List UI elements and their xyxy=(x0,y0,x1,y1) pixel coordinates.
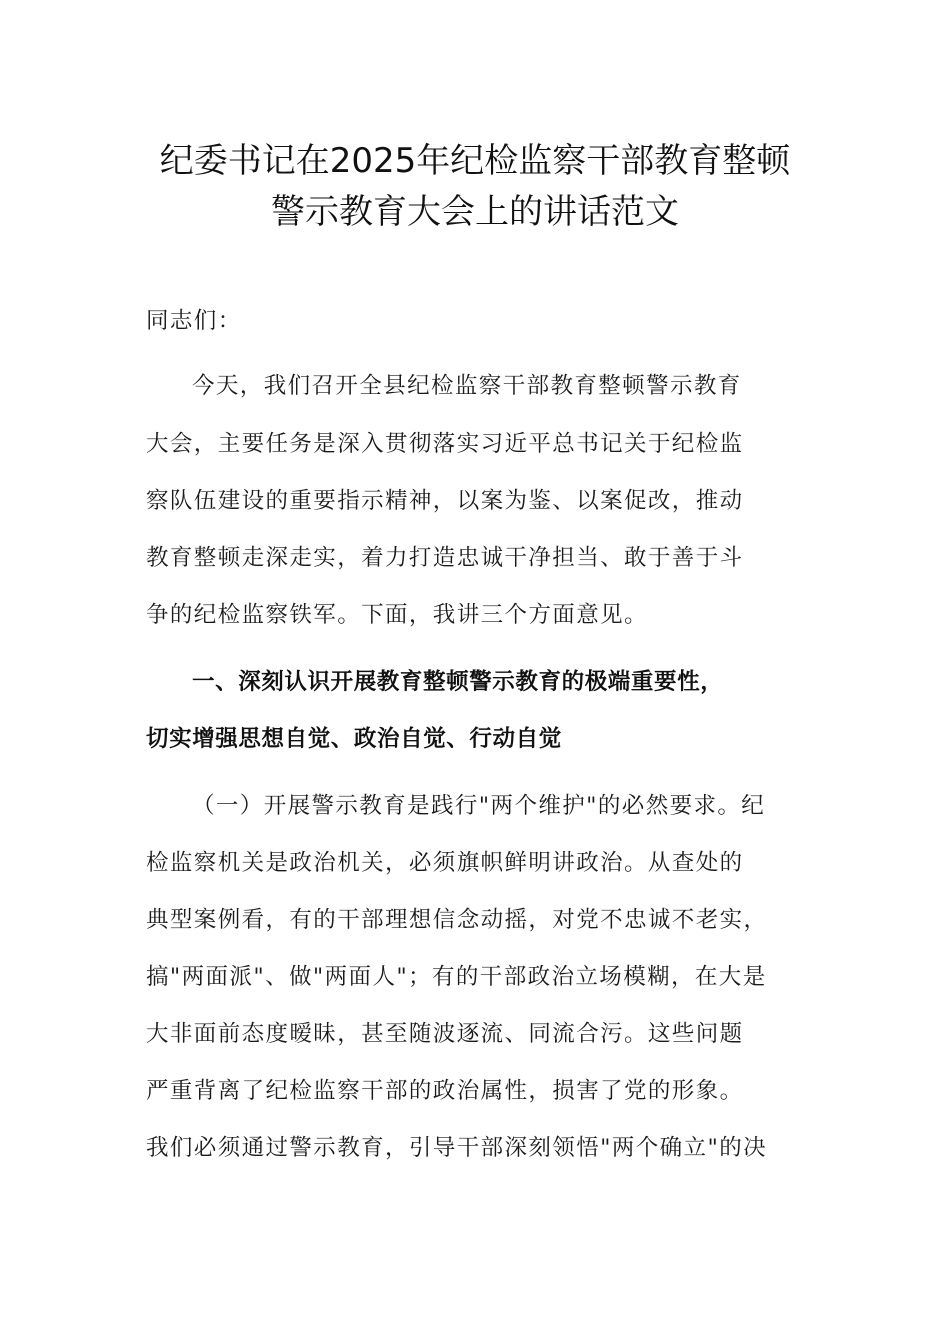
subsection-1-line-5: 大非面前态度暧昧，甚至随波逐流、同流合污。这些问题 xyxy=(146,1021,744,1047)
subsection-1-line-4: 搞"两面派"、做"两面人"；有的干部政治立场模糊，在大是 xyxy=(146,964,767,990)
subsection-1-line-7: 我们必须通过警示教育，引导干部深刻领悟"两个确立"的决 xyxy=(146,1135,767,1161)
salutation: 同志们： xyxy=(146,308,242,334)
subsection-1-line-3: 典型案例看，有的干部理想信念动摇，对党不忠诚不老实， xyxy=(146,907,768,933)
intro-line-3: 察队伍建设的重要指示精神，以案为鉴、以案促改，推动 xyxy=(146,488,744,514)
section-1-heading-line-2: 切实增强思想自觉、政治自觉、行动自觉 xyxy=(146,726,562,752)
intro-line-2: 大会，主要任务是深入贯彻落实习近平总书记关于纪检监 xyxy=(146,431,744,457)
intro-line-4: 教育整顿走深走实，着力打造忠诚干净担当、敢于善于斗 xyxy=(146,545,744,571)
subsection-1-line-2: 检监察机关是政治机关，必须旗帜鲜明讲政治。从查处的 xyxy=(146,850,744,876)
subsection-1-line-1: （一）开展警示教育是践行"两个维护"的必然要求。纪 xyxy=(192,793,766,819)
section-1-heading-line-1: 一、深刻认识开展教育整顿警示教育的极端重要性， xyxy=(192,669,724,695)
intro-line-5: 争的纪检监察铁军。下面，我讲三个方面意见。 xyxy=(146,602,648,628)
document-title-line-1: 纪委书记在2025年纪检监察干部教育整顿 xyxy=(159,141,791,181)
intro-line-1: 今天，我们召开全县纪检监察干部教育整顿警示教育 xyxy=(192,373,742,399)
subsection-1-line-6: 严重背离了纪检监察干部的政治属性，损害了党的形象。 xyxy=(146,1078,744,1104)
document-title-line-2: 警示教育大会上的讲话范文 xyxy=(271,192,679,232)
